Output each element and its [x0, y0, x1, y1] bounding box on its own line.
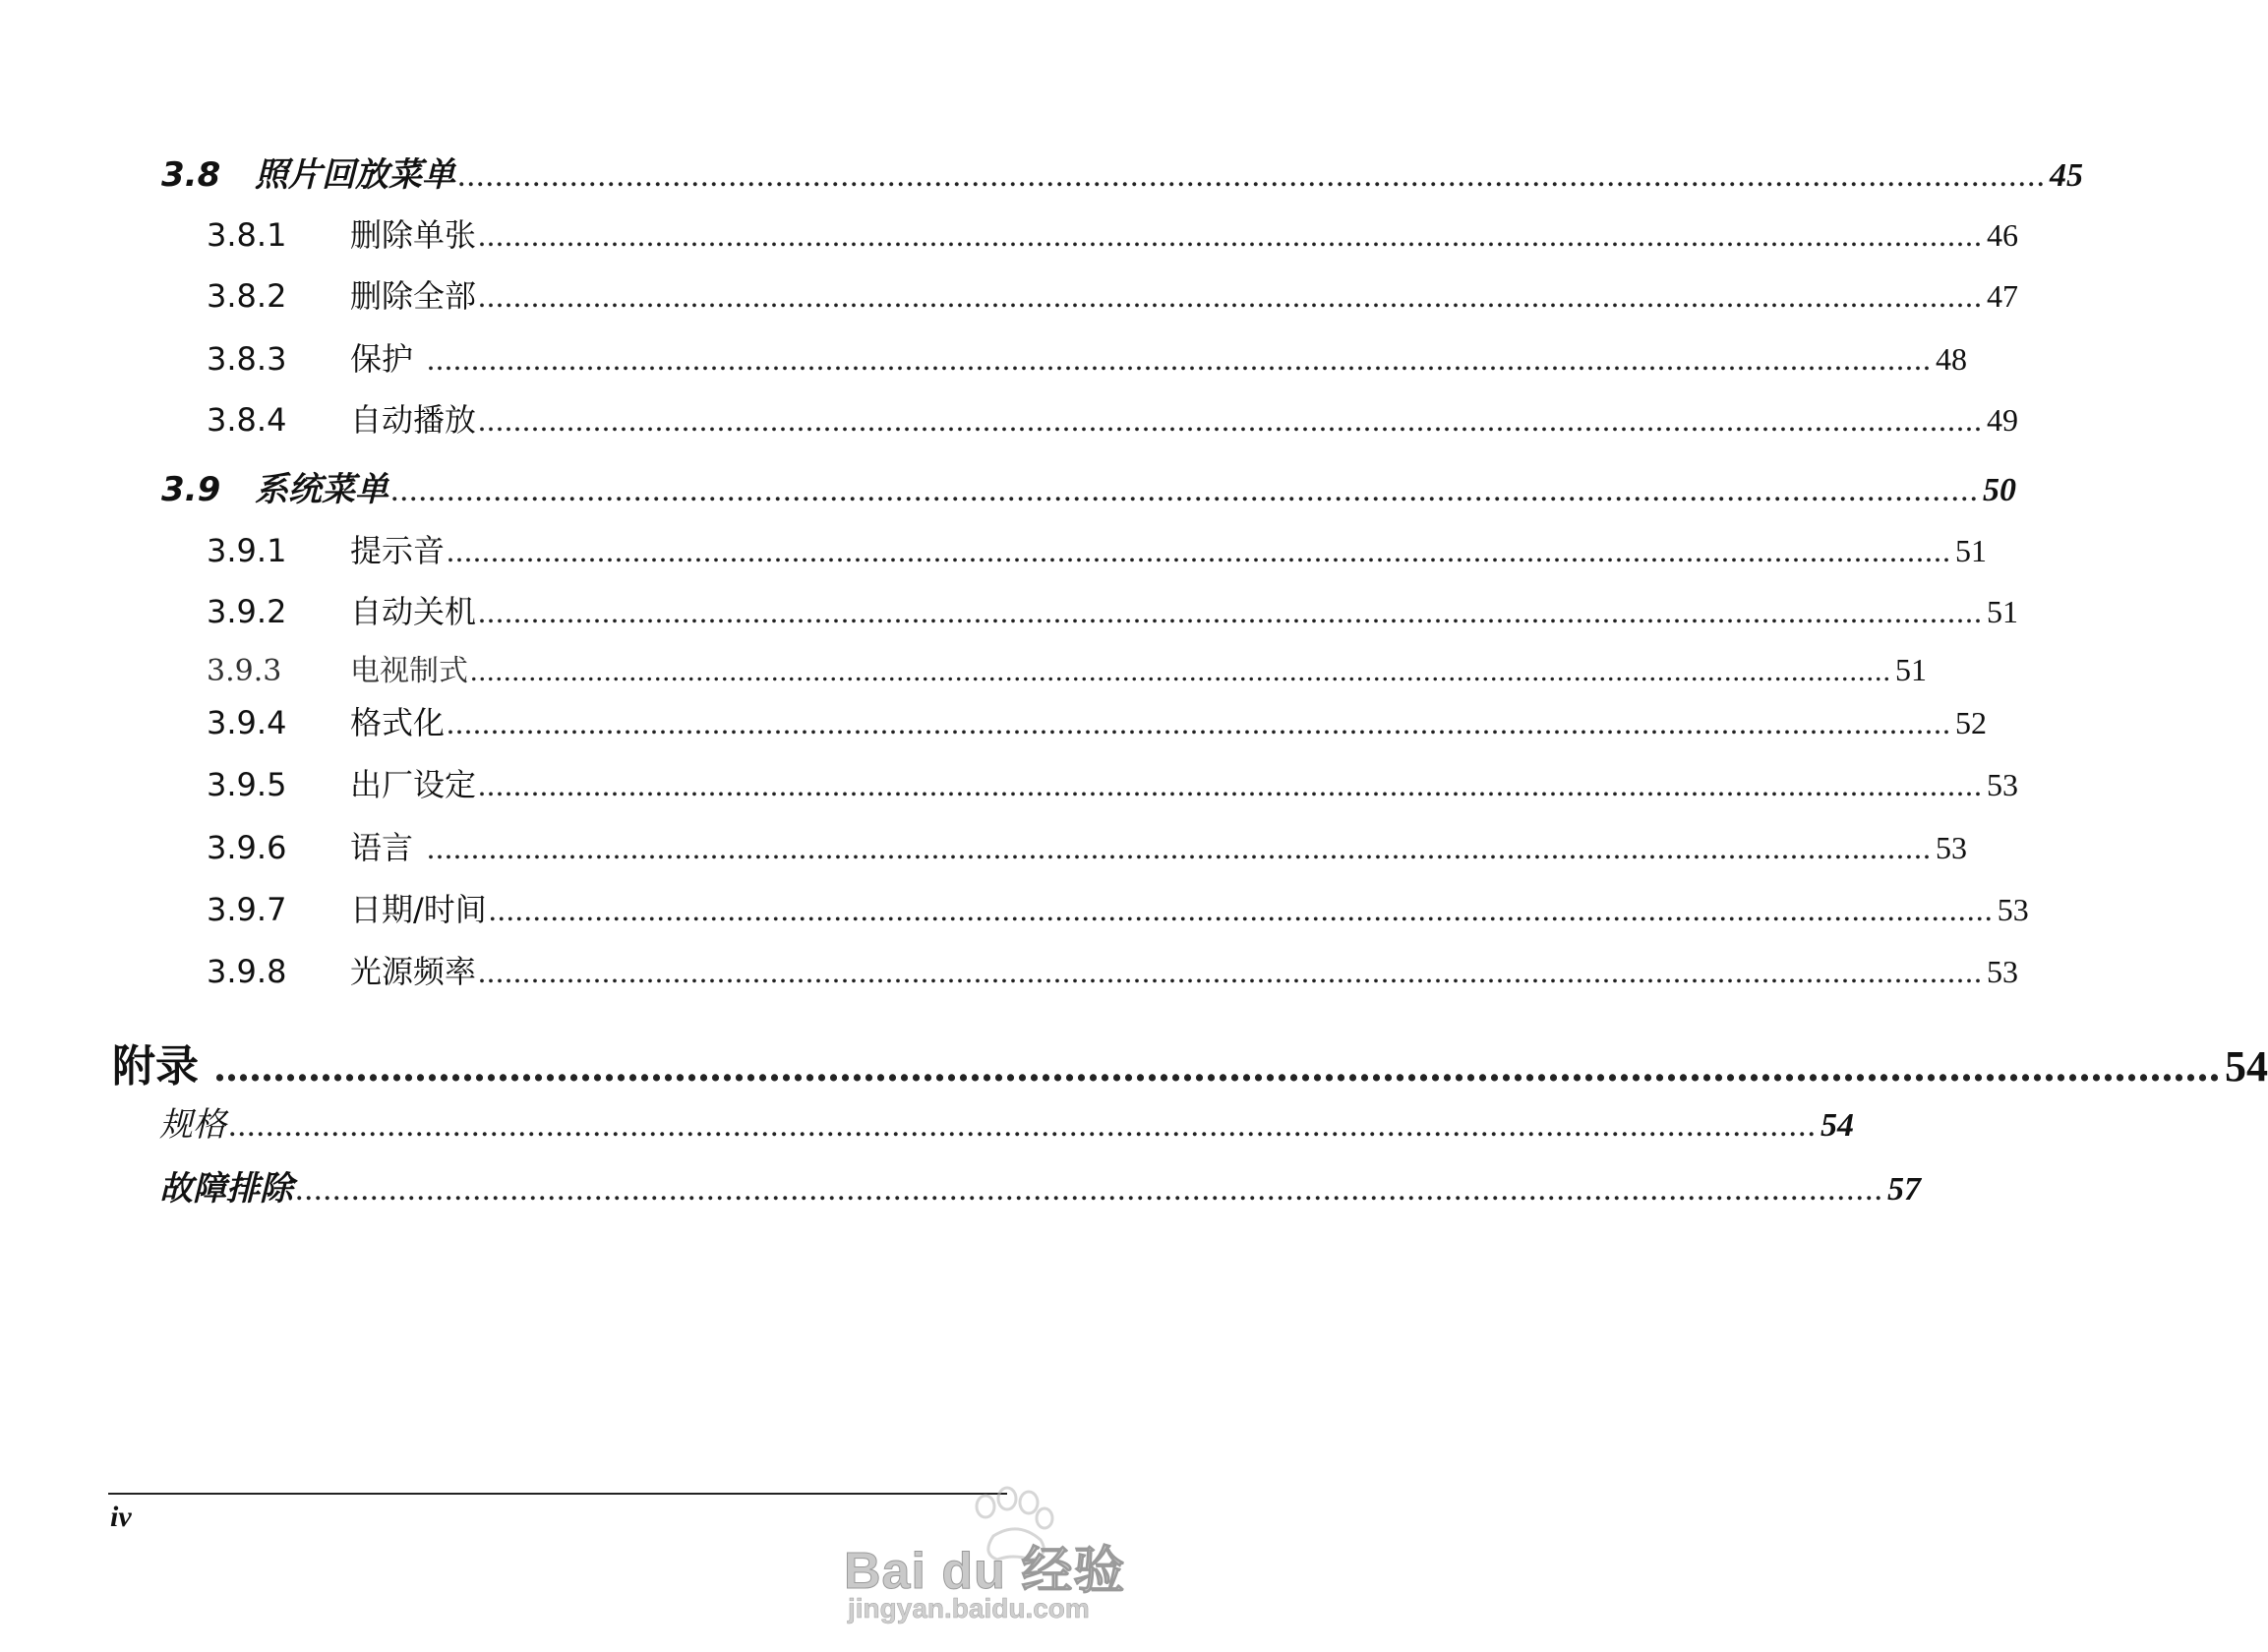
- dot-leader: ..........................................................................................................................................................................: [447, 705, 1952, 740]
- section-title: 日期/时间: [350, 891, 487, 928]
- chapter-title: 附录: [112, 1041, 199, 1092]
- toc-entry-3-9-5[interactable]: [207, 760, 2019, 805]
- dot-leader: ..........................................................................................................................................................................: [447, 533, 1952, 568]
- toc-entry-3-9-8[interactable]: [207, 947, 2019, 992]
- page-number: 46: [1987, 217, 2019, 253]
- page-number: 47: [1987, 278, 2019, 314]
- toc-entry-3-9-2[interactable]: [207, 587, 2019, 632]
- page-number: 49: [1987, 402, 2019, 438]
- section-title: 出厂设定: [350, 766, 477, 803]
- page-number: 48: [1936, 341, 1968, 377]
- section-title: 删除单张: [350, 216, 477, 254]
- page-number: 53: [1936, 830, 1968, 865]
- toc-entry-troubleshooting[interactable]: [159, 1161, 1921, 1210]
- section-number: 3.9.6: [207, 829, 287, 866]
- section-title: 故障排除: [159, 1169, 293, 1209]
- page-number: 51: [1987, 594, 2019, 629]
- toc-entry-appendix[interactable]: [112, 1031, 2268, 1093]
- dot-leader: ..........................................................................................................................................................................: [427, 830, 1933, 865]
- toc-entry-3-9-1[interactable]: [207, 526, 1988, 571]
- toc-entry-3-8-4[interactable]: [207, 395, 2019, 441]
- dot-leader: ..........................................................................................................................................................................: [478, 767, 1984, 802]
- toc-entry-3-8-1[interactable]: [207, 210, 2019, 256]
- dot-leader: ..........................................................................................................................................................................: [478, 278, 1984, 314]
- page-number: 53: [1987, 767, 2019, 802]
- section-title: 提示音: [350, 532, 446, 569]
- section-number: 3.8.4: [207, 401, 287, 439]
- section-number: 3.9: [161, 470, 221, 509]
- section-title: 规格: [159, 1105, 226, 1145]
- section-title: 照片回放菜单: [255, 155, 455, 195]
- page-number: 57: [1887, 1171, 1921, 1208]
- dot-leader: ..........................................................................................................................................................................: [457, 157, 2046, 194]
- section-title: 光源频率: [350, 953, 477, 990]
- page-number: 53: [1987, 954, 2019, 989]
- section-number: 3.9.4: [207, 704, 287, 741]
- watermark-url: jingyan.baidu.com: [848, 1593, 1090, 1623]
- dot-leader: ..........................................................................................................................................................................: [478, 594, 1984, 629]
- page-number: 51: [1895, 652, 1927, 687]
- section-number: 3.9.1: [207, 532, 287, 569]
- section-title: 格式化: [350, 704, 446, 741]
- section-number: 3.9.5: [207, 766, 287, 803]
- section-number: 3.9.8: [207, 953, 287, 990]
- dot-leader: ..........................................................................................................................................................................: [228, 1107, 1817, 1144]
- toc-entry-3-9-6[interactable]: [207, 823, 1968, 868]
- toc-entry-3-9-3[interactable]: [207, 646, 1927, 689]
- dot-leader: ..........................................................................................................................................................................: [214, 1042, 2221, 1091]
- toc-entry-specifications[interactable]: [159, 1097, 1854, 1146]
- toc-entry-3-8-2[interactable]: [207, 271, 2019, 317]
- page-number: 53: [1997, 892, 2029, 927]
- dot-leader: ..........................................................................................................................................................................: [478, 217, 1984, 253]
- section-title: 自动关机: [350, 593, 477, 630]
- section-number: 3.9.3: [207, 654, 282, 688]
- page-number: 54: [2225, 1042, 2268, 1091]
- page-number: 54: [1820, 1107, 1854, 1144]
- watermark-logo: Bai du 经验: [844, 1543, 1126, 1600]
- toc-entry-3-8-3[interactable]: [207, 334, 1968, 380]
- dot-leader: ..........................................................................................................................................................................: [295, 1171, 1883, 1208]
- page-number: 51: [1955, 533, 1988, 568]
- toc-entry-3-8[interactable]: [161, 148, 2083, 196]
- section-number: 3.8: [161, 155, 221, 195]
- section-title: 语言: [350, 829, 414, 866]
- toc-entry-3-9-4[interactable]: [207, 698, 1988, 743]
- dot-leader: ..........................................................................................................................................................................: [478, 954, 1984, 989]
- footer-page-number: iv: [110, 1501, 132, 1533]
- toc-entry-3-9-7[interactable]: [207, 885, 2029, 930]
- section-number: 3.8.2: [207, 277, 287, 315]
- section-title: 系统菜单: [255, 470, 388, 509]
- toc-entry-3-9[interactable]: [161, 462, 2016, 510]
- section-title: 删除全部: [350, 277, 477, 315]
- section-number: 3.9.7: [207, 891, 287, 928]
- page-number: 50: [1983, 472, 2016, 508]
- dot-leader: ..........................................................................................................................................................................: [470, 655, 1891, 687]
- dot-leader: ..........................................................................................................................................................................: [488, 892, 1994, 927]
- section-title: 保护: [350, 340, 414, 378]
- section-number: 3.8.1: [207, 216, 287, 254]
- page-number: 52: [1955, 705, 1988, 740]
- section-title: 电视制式: [350, 654, 468, 688]
- dot-leader: ..........................................................................................................................................................................: [390, 472, 1979, 508]
- section-number: 3.8.3: [207, 340, 287, 378]
- section-number: 3.9.2: [207, 593, 287, 630]
- dot-leader: ..........................................................................................................................................................................: [478, 402, 1984, 438]
- section-title: 自动播放: [350, 401, 477, 439]
- dot-leader: ..........................................................................................................................................................................: [427, 341, 1933, 377]
- page-number: 45: [2050, 157, 2083, 194]
